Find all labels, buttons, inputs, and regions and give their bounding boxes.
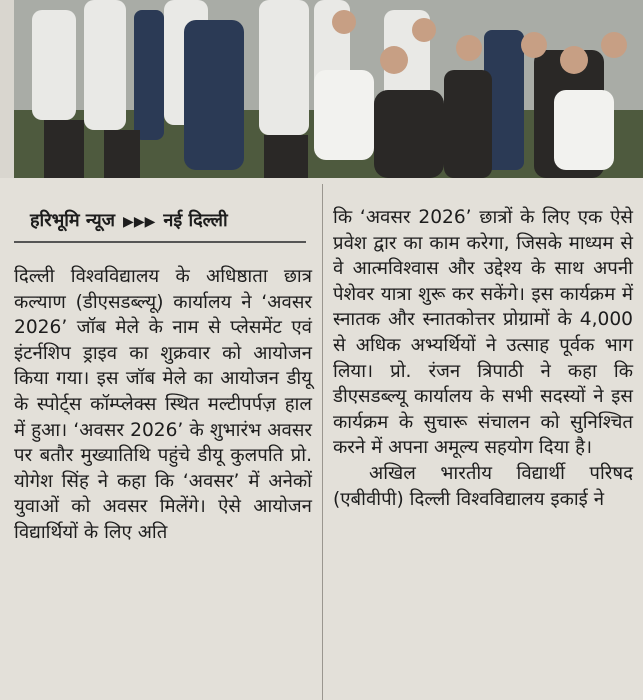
article-left-column [14,264,312,546]
right-column-paragraph-2: अखिल भारतीय विद्यार्थी परिषद (एबीवीपी) दिल्ली विश्वविद्यालय इकाई ने [333,462,633,510]
news-photo [14,0,643,178]
crowd-photo [14,0,643,178]
dateline-rule [14,241,306,243]
column-divider [322,184,323,700]
dateline-source: हरिभूमि न्यूज [30,210,116,231]
right-column-paragraph-1: कि ‘अवसर 2026’ छात्रों के लिए एक ऐसे प्रवेश द्वार का काम करेगा, जिसके माध्यम से वे आत्मविश्वास और उद्देश्य के साथ अपनी पेशेवर यात्रा शुरू कर सकेंगे। इस कार्यक्रम में स्नातक और स्नातकोत्तर प्रोग्रामों के 4,000 से अधिक अभ्यर्थियों ने उत्साह पूर्वक भाग लिया। प्रो. रंजन त्रिपाठी ने कहा कि डीएसडब्ल्यू कार्यालय के सभी सदस्यों ने इस कार्यक्रम के सुचारू संचालन को सुनिश्चित करने में अपना अमूल्य सहयोग दिया है। [333,207,633,459]
left-column-text: दिल्ली विश्वविद्यालय के अधिष्ठाता छात्र कल्याण (डीएसडब्ल्यू) कार्यालय ने ‘अवसर 2026’ जॉब मेले के नाम से प्लेसमेंट एवं इंटर्नशिप ड्राइव का शुक्रवार को आयोजन किया गया। इस जॉब मेले का आयोजन डीयू के स्पोर्ट्स कॉम्प्लेक्स स्थित मल्टीपर्पज़ हाल में हुआ। ‘अवसर 2026’ के शुभारंभ अवसर पर बतौर मुख्यातिथि पहुंचे डीयू कुलपति प्रो. योगेश सिंह ने कहा कि ‘अवसर’ में अनेकों युवाओं को अवसर मिलेंगे। ऐसे आयोजन विद्यार्थियों के लिए अति [14,266,312,543]
dateline [30,208,228,232]
article-right-column [333,205,633,512]
article-area [0,178,643,700]
dateline-separator: ▶▶▶ [123,214,156,230]
dateline-place: नई दिल्ली [163,210,228,231]
